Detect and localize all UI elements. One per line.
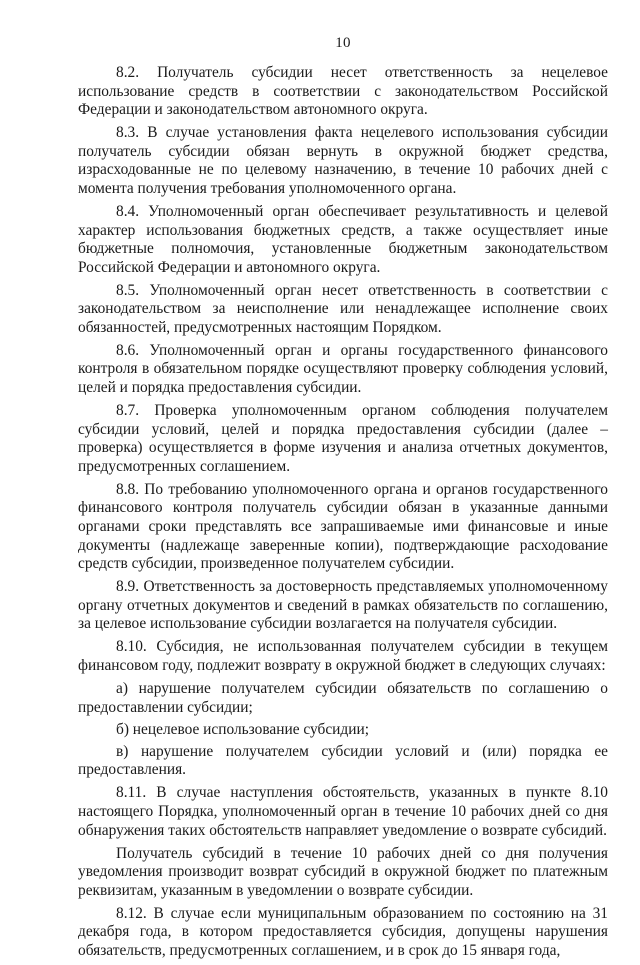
paragraph-8-10: 8.10. Субсидия, не использованная получателем субсидии в текущем финансовом году, подлежит возврату в окружной бюджет в следующих случаях: xyxy=(78,638,608,674)
list-item-a: а) нарушение получателем субсидии обязательств по соглашению о предоставлении субсидии; xyxy=(78,679,608,716)
document-page xyxy=(78,34,608,965)
paragraph-8-5: 8.5. Уполномоченный орган несет ответственность в соответствии с законодательством за неисполнение или ненадлежащее исполнение своих обязанностей, предусмотренных настоящим Порядком. xyxy=(78,281,608,336)
paragraph-8-6: 8.6. Уполномоченный орган и органы государственного финансового контроля в обязательном порядке осуществляют проверку соблюдения условий, целей и порядка предоставления субсидии. xyxy=(78,341,608,397)
page-number: 10 xyxy=(335,35,351,51)
list-item-v: в) нарушение получателем субсидии условий и (или) порядка ее предоставления. xyxy=(78,742,608,779)
paragraph-8-9: 8.9. Ответственность за достоверность представляемых уполномоченному органу отчетных документов и сведений в рамках обязательств по соглашению, за целевое использование субсидии возлагается на получателя субсидии. xyxy=(78,578,608,633)
paragraph-refund-notice: Получатель субсидий в течение 10 рабочих дней со дня получения уведомления производит возврат субсидий в окружной бюджет по платежным реквизитам, указанным в уведомлении о возврате субсидии. xyxy=(78,844,608,899)
paragraph-8-12: 8.12. В случае если муниципальным образованием по состоянию на 31 декабря года, в котором предоставляется субсидия, допущены нарушения обязательств, предусмотренных соглашением, и в срок до 15 января года, xyxy=(78,904,608,959)
paragraph-8-11: 8.11. В случае наступления обстоятельств, указанных в пункте 8.10 настоящего Порядка, уполномоченный орган в течение 10 рабочих дней со дня обнаружения таких обстоятельств направляет уведомление о возврате субсидий. xyxy=(78,784,608,839)
paragraph-8-7: 8.7. Проверка уполномоченным органом соблюдения получателем субсидии условий, целей и порядка предоставления субсидии (далее – проверка) осуществляется в форме изучения и анализа отчетных документов, предусмотренных соглашением. xyxy=(78,402,608,475)
paragraph-8-4: 8.4. Уполномоченный орган обеспечивает результативность и целевой характер использования бюджетных средств, а также осуществляет иные бюджетные полномочия, установленные бюджетным законодательством Российской Федерации и автономного округа. xyxy=(78,202,608,276)
paragraph-8-8: 8.8. По требованию уполномоченного органа и органов государственного финансового контроля получатель субсидии обязан в указанные данными органами сроки представлять все запрашиваемые ими финансовые и иные документы (надлежаще заверенные копии), подтверждающие расходование средств субсидии, произведенное получателем субсидии. xyxy=(78,480,608,573)
list-item-b: б) нецелевое использование субсидии; xyxy=(116,720,369,738)
paragraph-8-3: 8.3. В случае установления факта нецелевого использования субсидии получатель субсидии обязан вернуть в окружной бюджет средства, израсходованные не по целевому назначению, в течение 10 рабочих дней с момента получения требования уполномоченного органа. xyxy=(78,124,608,197)
paragraph-8-2: 8.2. Получатель субсидии несет ответственность за нецелевое использование средств в соответствии с законодательством Российской Федерации и законодательством автономного округа. xyxy=(78,64,608,119)
